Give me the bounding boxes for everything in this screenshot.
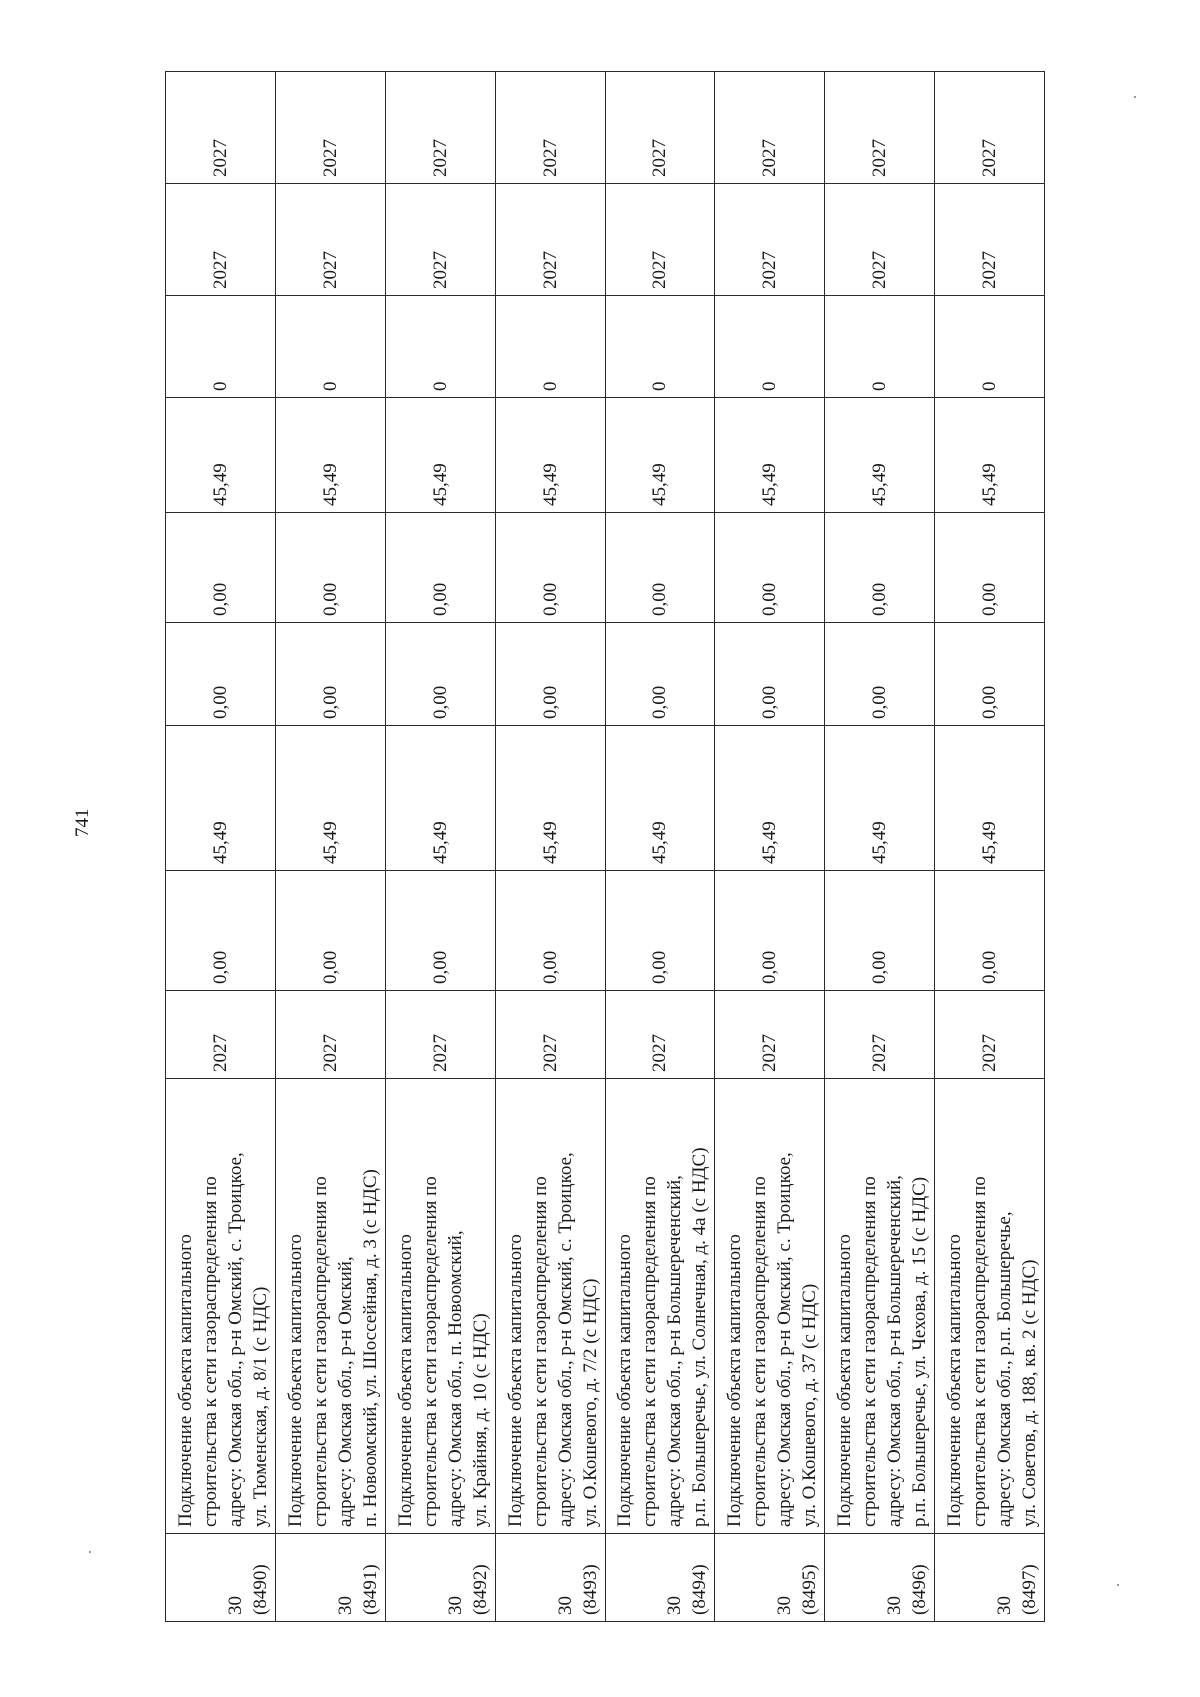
value-cell: 0,00 [495, 871, 605, 991]
description-line: ул. О.Кошевого, д. 7/2 (с НДС) [579, 1278, 601, 1527]
value-cell: 45,49 [385, 398, 495, 513]
row-number: 30 [334, 1596, 356, 1615]
description-line: ул. Крайняя, д. 10 (с НДС) [469, 1313, 491, 1527]
value-cell: 45,49 [275, 398, 385, 513]
page-number: 741 [72, 808, 93, 837]
value-cell: 0,00 [935, 871, 1045, 991]
value-cell: 45,49 [605, 398, 715, 513]
value-cell: 45,49 [605, 726, 715, 871]
description-line: строительства к сети газораспределения по [639, 1176, 661, 1527]
description-line: адресу: Омская обл., р-н Омский, [334, 1256, 356, 1527]
row-number-cell [715, 1534, 825, 1622]
value-cell: 0,00 [495, 623, 605, 726]
value-cell: 45,49 [495, 726, 605, 871]
table-row [715, 72, 825, 1622]
row-number-cell [825, 1534, 935, 1622]
row-number-cell [935, 1534, 1045, 1622]
description-line: адресу: Омская обл., р-н Омский, с. Троицкое, [554, 1152, 576, 1527]
value-cell: 0 [605, 296, 715, 398]
description-line: адресу: Омская обл., р.п. Большеречье, [994, 1211, 1015, 1527]
year-cell: 2027 [825, 72, 935, 184]
value-cell: 45,49 [825, 398, 935, 513]
year-cell: 2027 [275, 184, 385, 296]
row-number: 30 [444, 1596, 466, 1615]
row-id: (8497) [1019, 1564, 1040, 1615]
year-cell: 2027 [495, 184, 605, 296]
description-line: п. Новоомский, ул. Шоссейная, д. 3 (с НДС) [359, 1169, 381, 1527]
row-number: 30 [774, 1596, 796, 1615]
row-id: (8493) [579, 1564, 601, 1615]
value-cell: 0,00 [385, 871, 495, 991]
table-row [275, 72, 385, 1622]
value-cell: 0,00 [825, 513, 935, 623]
investment-table [165, 71, 1045, 1622]
description-cell [715, 1079, 825, 1534]
table-row [495, 72, 605, 1622]
row-id: (8491) [359, 1564, 381, 1615]
year-cell: 2027 [495, 72, 605, 184]
value-cell: 45,49 [825, 726, 935, 871]
scan-speck [89, 1551, 91, 1553]
start-year-cell: 2027 [605, 991, 715, 1079]
value-cell: 0,00 [935, 513, 1045, 623]
start-year-cell: 2027 [825, 991, 935, 1079]
value-cell: 0,00 [605, 871, 715, 991]
description-line: строительства к сети газораспределения по [309, 1176, 331, 1527]
value-cell: 0 [385, 296, 495, 398]
description-line: р.п. Большеречье, ул. Солнечная, д. 4а (с НДС) [689, 1147, 711, 1527]
row-number: 30 [554, 1596, 576, 1615]
start-year-cell: 2027 [935, 991, 1045, 1079]
value-cell: 0 [495, 296, 605, 398]
value-cell: 0,00 [715, 513, 825, 623]
year-cell: 2027 [825, 184, 935, 296]
description-line: адресу: Омская обл., п. Новоомский, [444, 1230, 466, 1527]
description-cell [825, 1079, 935, 1534]
description-cell [166, 1079, 276, 1534]
value-cell: 45,49 [935, 726, 1045, 871]
description-cell [935, 1079, 1045, 1534]
start-year-cell: 2027 [385, 991, 495, 1079]
description-line: строительства к сети газораспределения по [419, 1176, 441, 1527]
value-cell: 0,00 [275, 871, 385, 991]
start-year-cell: 2027 [495, 991, 605, 1079]
row-number-cell [495, 1534, 605, 1622]
value-cell: 0,00 [495, 513, 605, 623]
start-year-cell: 2027 [715, 991, 825, 1079]
year-cell: 2027 [275, 72, 385, 184]
description-line: ул. О.Кошевого, д. 37 (с НДС) [799, 1283, 821, 1527]
value-cell: 45,49 [495, 398, 605, 513]
row-number-cell [166, 1534, 276, 1622]
description-line: Подключение объекта капитального [724, 1234, 746, 1527]
value-cell: 45,49 [166, 398, 276, 513]
value-cell: 0,00 [385, 623, 495, 726]
description-line: Подключение объекта капитального [614, 1234, 636, 1527]
year-cell: 2027 [166, 184, 276, 296]
value-cell: 0,00 [166, 871, 276, 991]
table-row [935, 72, 1045, 1622]
year-cell: 2027 [605, 184, 715, 296]
row-number: 30 [884, 1596, 906, 1615]
year-cell: 2027 [385, 72, 495, 184]
year-cell: 2027 [935, 72, 1045, 184]
value-cell: 0,00 [166, 623, 276, 726]
value-cell: 0,00 [935, 623, 1045, 726]
description-line: р.п. Большеречье, ул. Чехова, д. 15 (с НДС) [909, 1176, 931, 1527]
description-line: ул. Советов, д. 188, кв. 2 (с НДС) [1019, 1259, 1040, 1527]
value-cell: 0 [715, 296, 825, 398]
description-line: адресу: Омская обл., р-н Омский, с. Троицкое, [774, 1152, 796, 1527]
row-number: 30 [994, 1596, 1015, 1615]
value-cell: 0 [166, 296, 276, 398]
year-cell: 2027 [715, 184, 825, 296]
description-cell [275, 1079, 385, 1534]
description-line: адресу: Омская обл., р-н Омский, с. Троицкое, [224, 1152, 246, 1527]
description-line: ул. Тюменская, д. 8/1 (с НДС) [249, 1286, 271, 1527]
value-cell: 45,49 [715, 398, 825, 513]
description-line: строительства к сети газораспределения по [529, 1176, 551, 1527]
value-cell: 0,00 [715, 623, 825, 726]
table-row [166, 72, 276, 1622]
description-line: Подключение объекта капитального [504, 1234, 526, 1527]
description-line: строительства к сети газораспределения по [199, 1176, 221, 1527]
year-cell: 2027 [166, 72, 276, 184]
value-cell: 0 [275, 296, 385, 398]
description-line: строительства к сети газораспределения по [859, 1176, 881, 1527]
start-year-cell: 2027 [275, 991, 385, 1079]
table-row [825, 72, 935, 1622]
value-cell: 45,49 [715, 726, 825, 871]
description-line: строительства к сети газораспределения по [969, 1176, 990, 1527]
description-line: Подключение объекта капитального [944, 1234, 965, 1527]
year-cell: 2027 [715, 72, 825, 184]
row-number: 30 [664, 1596, 686, 1615]
scan-speck [1117, 1584, 1119, 1586]
value-cell: 0,00 [605, 513, 715, 623]
value-cell: 0,00 [275, 623, 385, 726]
description-line: Подключение объекта капитального [284, 1234, 306, 1527]
row-number-cell [385, 1534, 495, 1622]
description-cell [495, 1079, 605, 1534]
description-cell [605, 1079, 715, 1534]
scan-speck [1134, 96, 1136, 98]
year-cell: 2027 [935, 184, 1045, 296]
table-row [605, 72, 715, 1622]
row-number-cell [605, 1534, 715, 1622]
row-id: (8496) [909, 1564, 931, 1615]
year-cell: 2027 [385, 184, 495, 296]
year-cell: 2027 [605, 72, 715, 184]
row-number: 30 [224, 1596, 246, 1615]
value-cell: 0,00 [385, 513, 495, 623]
value-cell: 0,00 [166, 513, 276, 623]
description-line: Подключение объекта капитального [394, 1234, 416, 1527]
value-cell: 0 [935, 296, 1045, 398]
value-cell: 0,00 [605, 623, 715, 726]
start-year-cell: 2027 [166, 991, 276, 1079]
description-line: строительства к сети газораспределения по [749, 1176, 771, 1527]
value-cell: 45,49 [166, 726, 276, 871]
value-cell: 45,49 [935, 398, 1045, 513]
description-line: Подключение объекта капитального [174, 1234, 196, 1527]
row-id: (8494) [689, 1564, 711, 1615]
description-line: Подключение объекта капитального [834, 1234, 856, 1527]
value-cell: 0,00 [825, 871, 935, 991]
row-id: (8495) [799, 1564, 821, 1615]
row-id: (8490) [249, 1564, 271, 1615]
description-cell [385, 1079, 495, 1534]
value-cell: 0,00 [275, 513, 385, 623]
value-cell: 0,00 [715, 871, 825, 991]
row-id: (8492) [469, 1564, 491, 1615]
value-cell: 45,49 [385, 726, 495, 871]
description-line: адресу: Омская обл., р-н Большереченский, [664, 1175, 686, 1527]
description-line: адресу: Омская обл., р-н Большереченский, [884, 1175, 906, 1527]
value-cell: 0,00 [825, 623, 935, 726]
value-cell: 0 [825, 296, 935, 398]
value-cell: 45,49 [275, 726, 385, 871]
rotated-table-wrapper [165, 72, 1045, 1622]
row-number-cell [275, 1534, 385, 1622]
table-row [385, 72, 495, 1622]
